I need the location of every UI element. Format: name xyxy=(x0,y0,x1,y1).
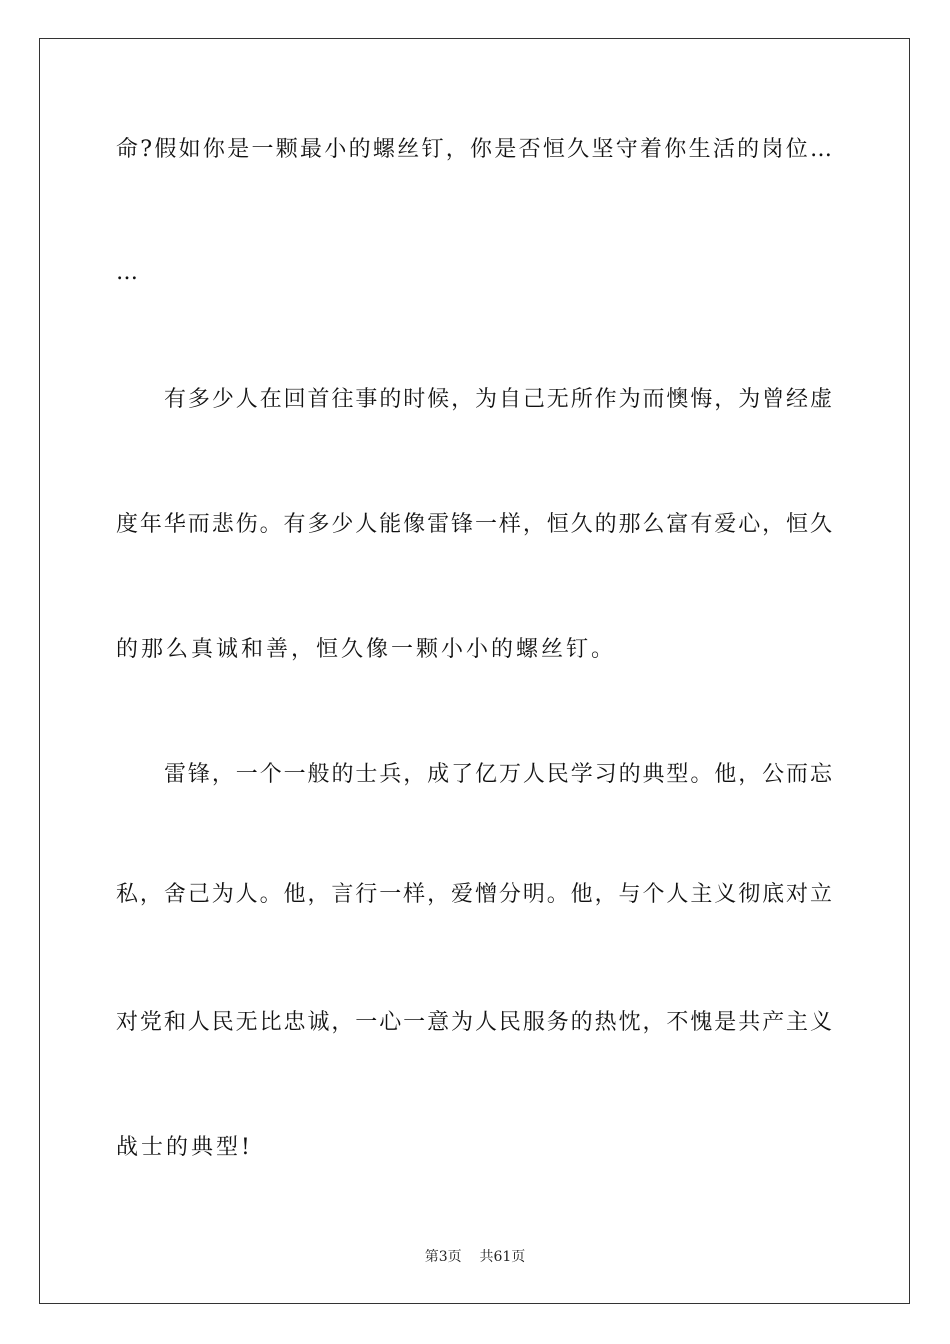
text-line: 的那么真诚和善，恒久像一颗小小的螺丝钉。 xyxy=(116,637,617,662)
page-number: 第3页 xyxy=(424,1249,462,1265)
text-line: 度年华而悲伤。有多少人能像雷锋一样，恒久的那么富有爱心，恒久 xyxy=(116,512,832,537)
page-border xyxy=(39,38,910,1304)
page-footer xyxy=(0,1248,950,1266)
text-line: 对党和人民无比忠诚，一心一意为人民服务的热忱，不愧是共产主义 xyxy=(116,1010,832,1035)
text-line: 雷锋，一个一般的士兵，成了亿万人民学习的典型。他，公而忘 xyxy=(164,762,832,787)
total-pages: 共61页 xyxy=(479,1249,526,1265)
text-line: … xyxy=(116,260,141,285)
text-line: 私，舍己为人。他，言行一样，爱憎分明。他，与个人主义彻底对立 xyxy=(116,882,832,907)
text-line: 战士的典型! xyxy=(116,1135,253,1160)
text-line: 有多少人在回首往事的时候，为自己无所作为而懊悔，为曾经虚 xyxy=(164,387,832,412)
text-line: 命?假如你是一颗最小的螺丝钉，你是否恒久坚守着你生活的岗位… xyxy=(116,137,832,162)
